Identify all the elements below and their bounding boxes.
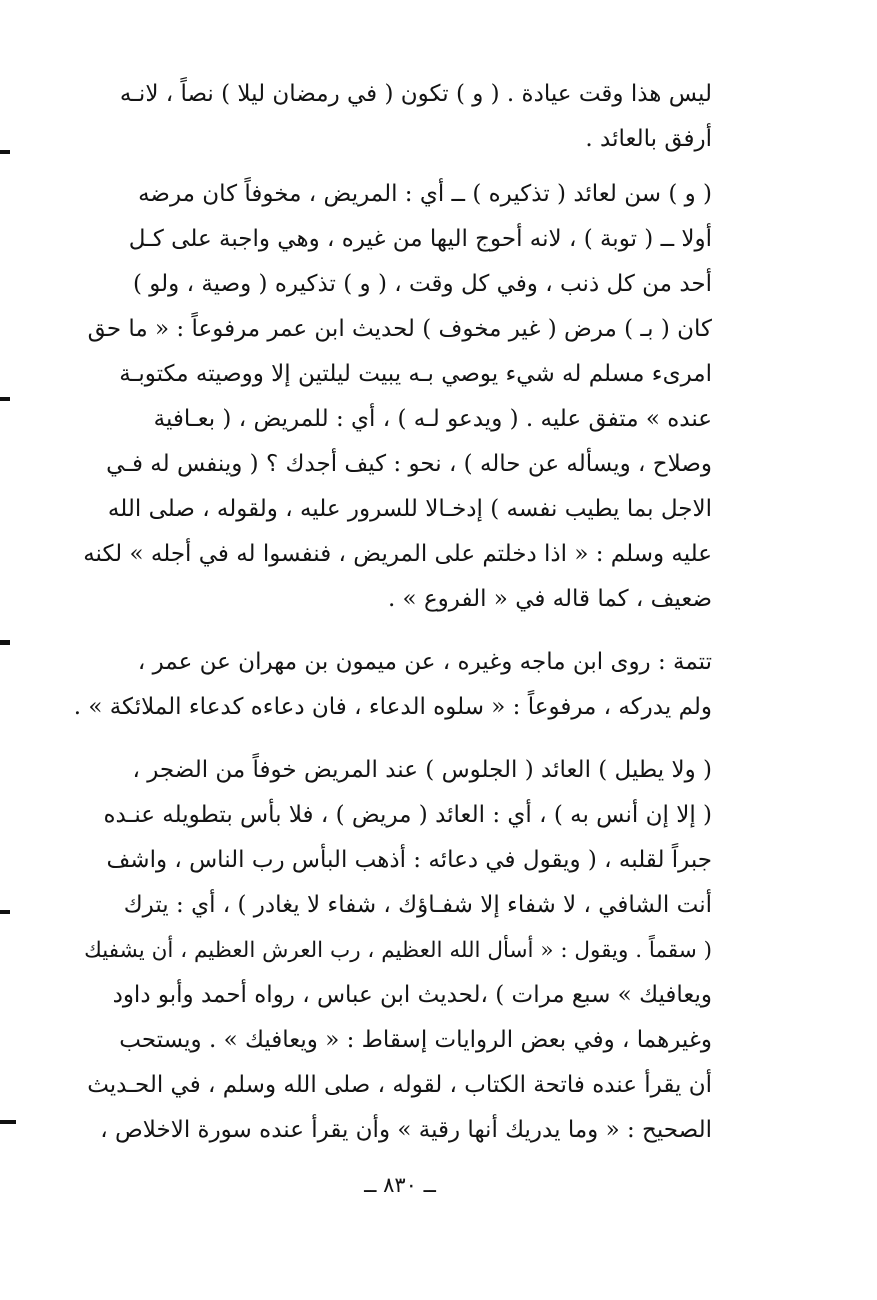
text-line: ضعيف ، كما قاله في « الفروع » .	[387, 586, 712, 612]
binding-mark	[0, 640, 10, 645]
text-line: وغيرهما ، وفي بعض الروايات إسقاط : « ويعافيك » . ويستحب	[119, 1027, 712, 1053]
text-line: أن يقرأ عنده فاتحة الكتاب ، لقوله ، صلى الله وسلم ، في الحـديث	[87, 1072, 712, 1098]
text-line: ( سقماً . ويقول : « أسأل الله العظيم ، رب العرش العظيم ، أن يشفيك	[84, 938, 712, 963]
text-line: امرىء مسلم له شيء يوصي بـه يبيت ليلتين إلا ووصيته مكتوبـة	[119, 361, 712, 387]
text-line: أحد من كل ذنب ، وفي كل وقت ، ( و ) تذكيره ( وصية ، ولو )	[133, 271, 712, 297]
text-line: الصحيح : « وما يدريك أنها رقية » وأن يقرأ عنده سورة الاخلاص ،	[100, 1117, 712, 1143]
text-line: ( إلا إن أنس به ) ، أي : العائد ( مريض ) ، فلا بأس بتطويله عنـده	[103, 802, 712, 828]
text-line: أولا ــ ( توبة ) ، لانه أحوج اليها من غيره ، وهي واجبة على كـل	[128, 226, 712, 252]
text-line: ليس هذا وقت عيادة . ( و ) تكون ( في رمضان ليلا ) نصاً ، لانـه	[119, 81, 712, 107]
binding-mark	[0, 397, 10, 401]
paragraph-3	[72, 640, 712, 730]
binding-mark	[0, 150, 10, 154]
text-line: تتمة : روى ابن ماجه وغيره ، عن ميمون بن مهران عن عمر ،	[137, 649, 712, 675]
paragraph-2	[72, 172, 712, 622]
text-line: ويعافيك » سبع مرات ) ،لحديث ابن عباس ، رواه أحمد وأبو داود	[112, 982, 712, 1008]
paragraph-1	[72, 72, 712, 162]
text-line: وصلاح ، ويسأله عن حاله ) ، نحو : كيف أجدك ؟ ( وينفس له فـي	[106, 451, 712, 477]
page-number: ــ ٨٣٠ ــ	[364, 1173, 436, 1197]
text-line: ولم يدركه ، مرفوعاً : « سلوه الدعاء ، فان دعاءه كدعاء الملائكة » .	[73, 694, 712, 720]
text-line: عليه وسلم : « اذا دخلتم على المريض ، فنفسوا له في أجله » لكنه	[83, 541, 712, 567]
text-line: الاجل بما يطيب نفسه ) إدخـالا للسرور عليه ، ولقوله ، صلى الله	[107, 496, 712, 522]
binding-mark	[0, 1120, 16, 1124]
text-line: كان ( بـ ) مرض ( غير مخوف ) لحديث ابن عمر مرفوعاً : « ما حق	[87, 316, 712, 342]
paragraph-4	[72, 748, 712, 1153]
text-line: ( ولا يطيل ) العائد ( الجلوس ) عند المريض خوفاً من الضجر ،	[132, 757, 712, 783]
text-line: أنت الشافي ، لا شفاء إلا شفـاؤك ، شفاء لا يغادر ) ، أي : يترك	[123, 892, 712, 918]
text-line: أرفق بالعائد .	[585, 126, 712, 152]
text-line: جبراً لقلبه ، ( ويقول في دعائه : أذهب البأس رب الناس ، واشف	[106, 847, 712, 873]
binding-mark	[0, 910, 10, 914]
text-line: عنده » متفق عليه . ( ويدعو لـه ) ، أي : للمريض ، ( بعـافية	[153, 406, 712, 432]
text-line: ( و ) سن لعائد ( تذكيره ) ــ أي : المريض ، مخوفاً كان مرضه	[138, 181, 712, 207]
